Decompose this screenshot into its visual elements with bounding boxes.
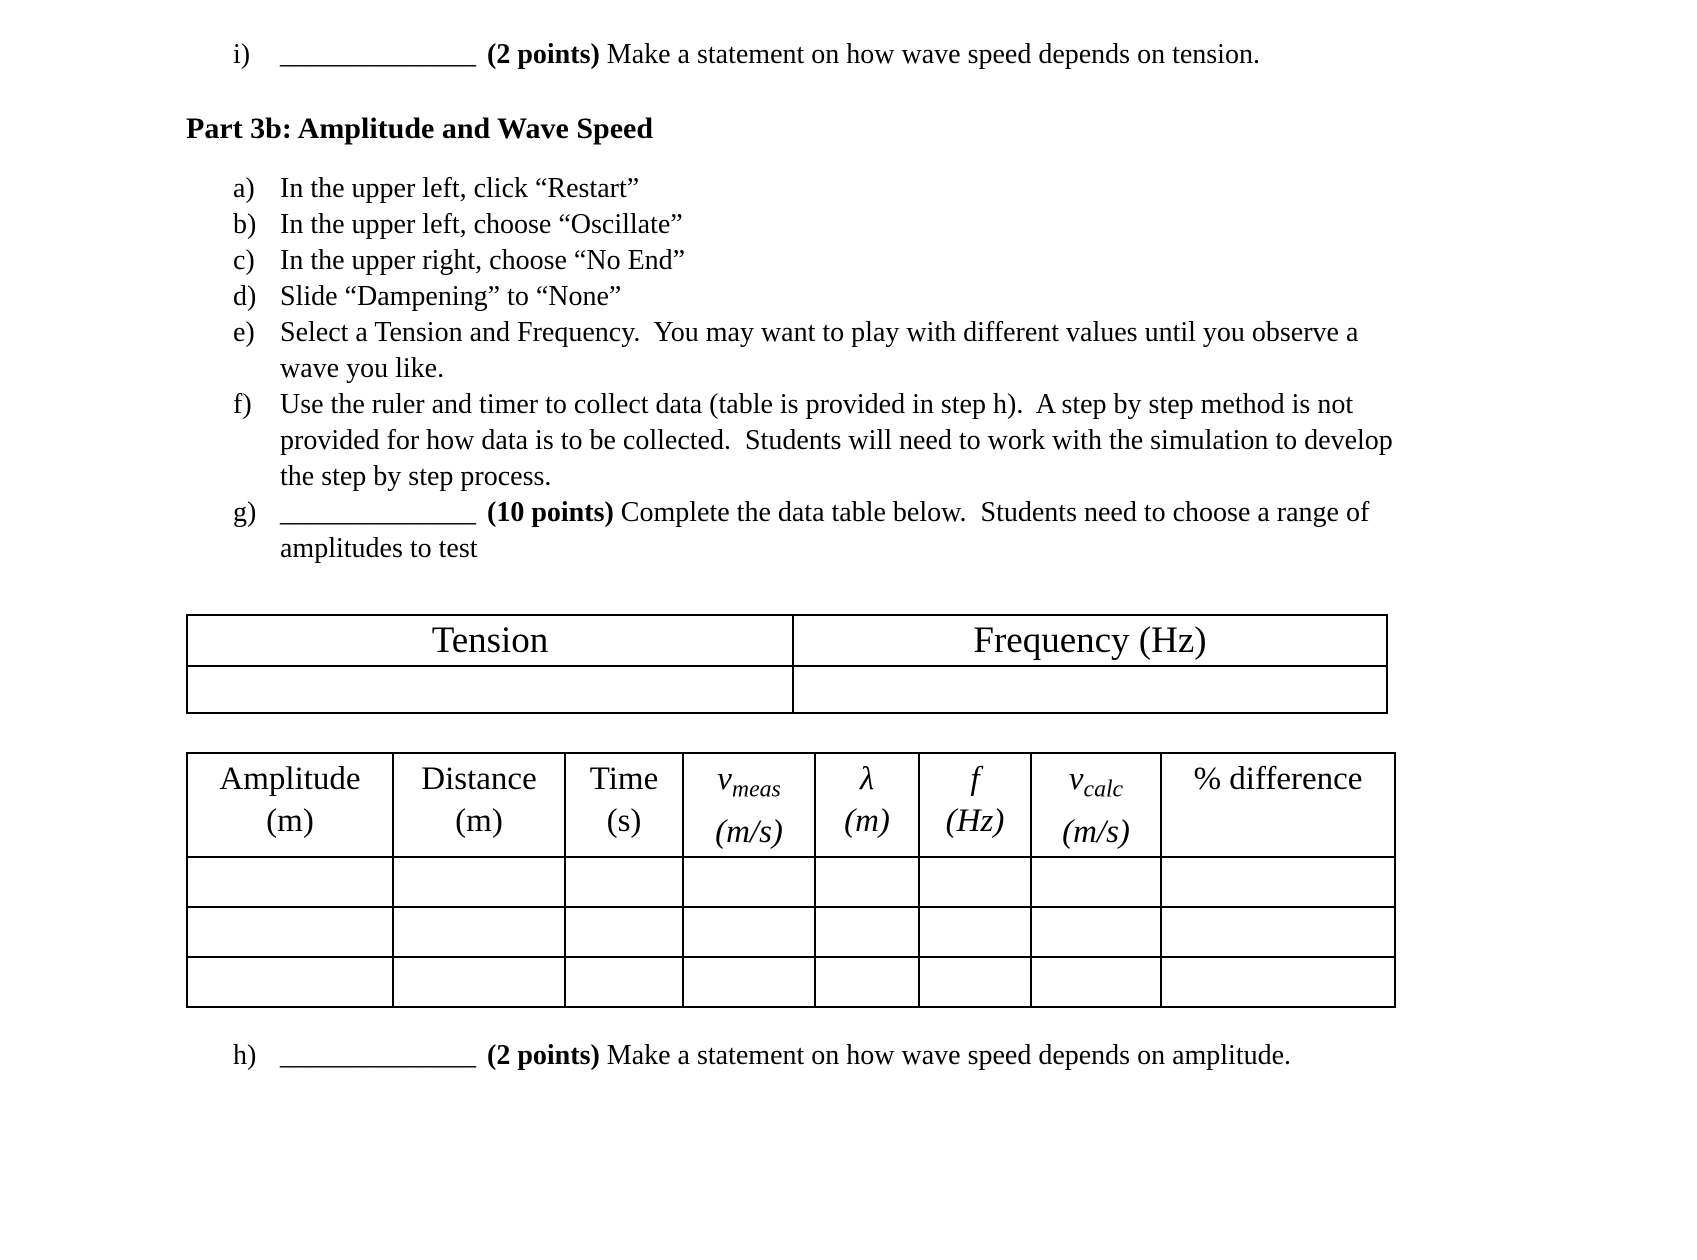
question-i-letter: i) — [233, 39, 251, 70]
points-label-i: (2 points) — [487, 39, 600, 70]
empty-cell — [1161, 857, 1395, 907]
question-h — [233, 1038, 1577, 1074]
table-row — [187, 857, 1395, 907]
step-d-text: Slide “Dampening” to “None” — [280, 281, 622, 312]
section-heading: Part 3b: Amplitude and Wave Speed — [186, 112, 654, 145]
step-d — [233, 279, 1577, 315]
table-row — [187, 666, 1387, 713]
empty-cell — [393, 907, 565, 957]
time-unit: (s) — [606, 803, 642, 839]
vcalc-symbol: v — [1068, 761, 1084, 797]
empty-cell — [187, 857, 393, 907]
vmeas-column-header — [683, 753, 815, 857]
amplitude-column-header — [187, 753, 393, 857]
frequency-column-header: Frequency (Hz) — [793, 615, 1387, 666]
step-b-letter: b) — [233, 209, 257, 240]
step-a-letter: a) — [233, 173, 255, 204]
steps-list — [186, 171, 1577, 567]
percent-difference-label: % difference — [1193, 761, 1363, 797]
empty-cell — [565, 957, 683, 1007]
points-label-h: (2 points) — [487, 1040, 600, 1071]
frequency-value-cell — [793, 666, 1387, 713]
answer-blank-h: ______________ — [280, 1040, 476, 1071]
measurement-table — [186, 752, 1396, 1008]
vcalc-subscript: calc — [1083, 776, 1124, 803]
frequency-symbol: f — [970, 761, 980, 797]
empty-cell — [187, 957, 393, 1007]
step-f-text: Use the ruler and timer to collect data (table is provided in step h). A step by step method is not provided for how data is to be collected. Students will need to work with the simulation to develop the step by step process. — [280, 389, 1400, 492]
lambda-column-header — [815, 753, 919, 857]
empty-cell — [919, 857, 1031, 907]
step-d-letter: d) — [233, 281, 257, 312]
question-i-body — [280, 37, 1400, 73]
frequency-unit: (Hz) — [945, 803, 1005, 839]
empty-cell — [1031, 857, 1161, 907]
vmeas-label — [684, 758, 814, 811]
vcalc-column-header — [1031, 753, 1161, 857]
vmeas-symbol: v — [717, 761, 732, 797]
step-b — [233, 207, 1577, 243]
table-row — [187, 907, 1395, 957]
step-c-letter: c) — [233, 245, 255, 276]
vmeas-unit: (m/s) — [715, 813, 783, 850]
step-f — [233, 387, 1577, 495]
empty-cell — [815, 857, 919, 907]
points-label-g: (10 points) — [487, 497, 614, 528]
empty-cell — [683, 857, 815, 907]
time-label: Time — [589, 761, 659, 797]
empty-cell — [1031, 907, 1161, 957]
question-h-text: Make a statement on how wave speed depends on amplitude. — [606, 1040, 1292, 1071]
amplitude-unit: (m) — [266, 803, 314, 839]
step-g — [233, 495, 1577, 567]
step-e-letter: e) — [233, 317, 255, 348]
measurement-header-row — [187, 753, 1395, 857]
tension-column-header: Tension — [187, 615, 793, 666]
empty-cell — [1161, 907, 1395, 957]
step-f-letter: f) — [233, 389, 252, 420]
step-b-text: In the upper left, choose “Oscillate” — [280, 209, 683, 240]
vmeas-subscript: meas — [731, 776, 781, 803]
tension-frequency-table — [186, 614, 1388, 714]
step-c — [233, 243, 1577, 279]
time-column-header — [565, 753, 683, 857]
empty-cell — [393, 857, 565, 907]
distance-label: Distance — [421, 761, 537, 797]
empty-cell — [815, 957, 919, 1007]
frequency-f-column-header — [919, 753, 1031, 857]
lambda-symbol: λ — [859, 761, 875, 797]
empty-cell — [1031, 957, 1161, 1007]
table-row — [187, 957, 1395, 1007]
answer-blank-i: ______________ — [280, 39, 476, 70]
distance-column-header — [393, 753, 565, 857]
step-e — [233, 315, 1577, 387]
answer-blank-g: ______________ — [280, 497, 476, 528]
table-header-row — [187, 615, 1387, 666]
step-c-text: In the upper right, choose “No End” — [280, 245, 686, 276]
question-h-letter: h) — [233, 1040, 257, 1071]
step-g-text: Complete the data table below. Students need to choose a range of amplitudes to test — [280, 497, 1377, 564]
question-h-body — [280, 1038, 1400, 1074]
empty-cell — [565, 907, 683, 957]
empty-cell — [815, 907, 919, 957]
empty-cell — [393, 957, 565, 1007]
empty-cell — [683, 907, 815, 957]
empty-cell — [565, 857, 683, 907]
vcalc-label — [1032, 758, 1160, 811]
vcalc-unit: (m/s) — [1062, 813, 1130, 850]
amplitude-label: Amplitude — [219, 761, 361, 797]
empty-cell — [1161, 957, 1395, 1007]
distance-unit: (m) — [455, 803, 503, 839]
step-a — [233, 171, 1577, 207]
lambda-unit: (m) — [844, 803, 890, 839]
empty-cell — [683, 957, 815, 1007]
tension-value-cell — [187, 666, 793, 713]
percent-difference-column-header — [1161, 753, 1395, 857]
step-g-letter: g) — [233, 497, 257, 528]
question-i-text: Make a statement on how wave speed depends on tension. — [606, 39, 1260, 70]
step-g-body — [280, 495, 1400, 567]
empty-cell — [919, 907, 1031, 957]
step-e-text: Select a Tension and Frequency. You may want to play with different values until you observe a wave you like. — [280, 317, 1366, 384]
empty-cell — [919, 957, 1031, 1007]
step-a-text: In the upper left, click “Restart” — [280, 173, 640, 204]
empty-cell — [187, 907, 393, 957]
question-i — [233, 37, 1577, 73]
